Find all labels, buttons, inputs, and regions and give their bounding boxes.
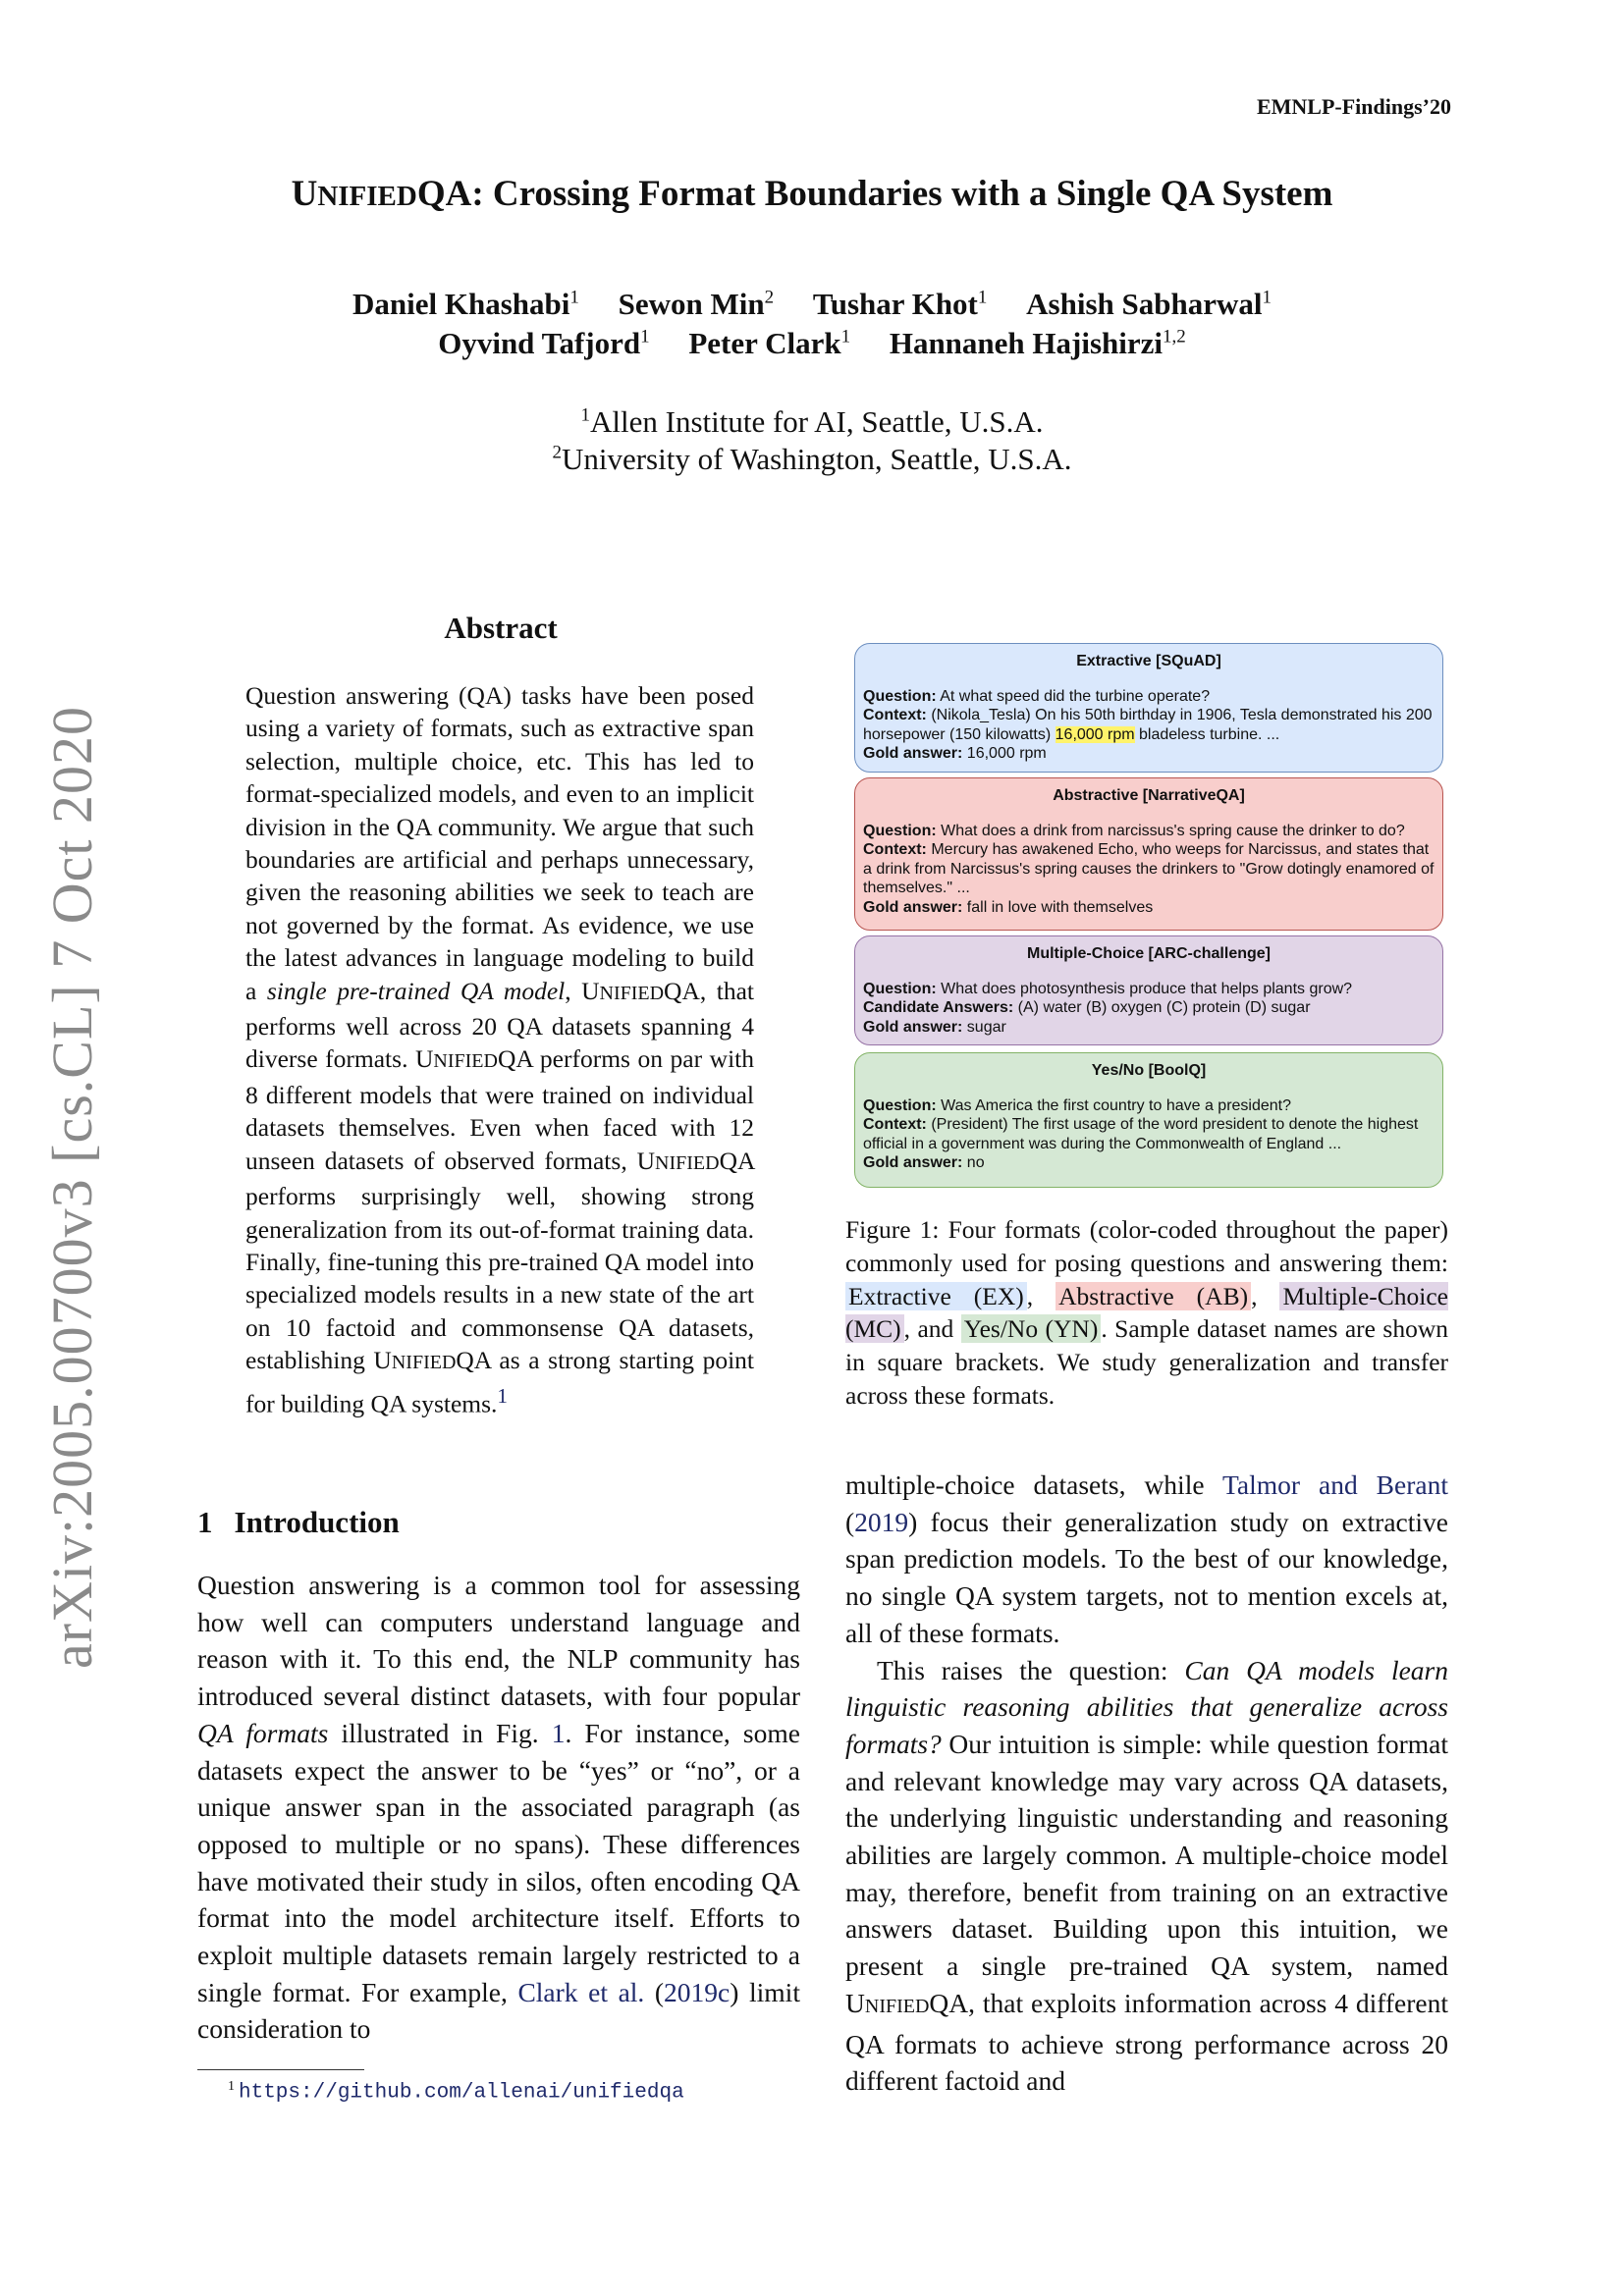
- citation-year-link[interactable]: 2019c: [664, 1976, 731, 2007]
- author: Oyvind Tafjord$^1$: [438, 326, 650, 360]
- venue-label: EMNLP-Findings’20: [1256, 94, 1451, 119]
- citation-year-link[interactable]: 2019: [854, 1506, 909, 1537]
- unifiedqa-name: UNIFIEDQA: [845, 1987, 969, 2018]
- affiliation-1: $^1$Allen Institute for AI, Seattle, U.S.A.: [580, 404, 1044, 439]
- author: Ashish Sabharwal$^1$: [1026, 287, 1272, 321]
- footnote-rule: [197, 2069, 364, 2070]
- tag-extractive: Extractive (EX): [845, 1282, 1027, 1310]
- unifiedqa-name: UNIFIEDQA: [581, 976, 700, 1005]
- author: Tushar Khot$^1$: [812, 287, 988, 321]
- footnote-ref[interactable]: 1: [497, 1383, 509, 1408]
- box-question: Question: At what speed did the turbine operate?: [863, 687, 1211, 705]
- arxiv-identifier: arXiv:2005.00700v3 [cs.CL] 7 Oct 2020: [40, 706, 104, 1669]
- tag-multiple-choice: Multiple-Choice (MC): [845, 1281, 1449, 1344]
- right-column-text: [845, 1467, 1448, 2100]
- affiliation-2: $^2$University of Washington, Seattle, U.S.A.: [552, 442, 1072, 476]
- paragraph: This raises the question: Can QA models learn linguistic reasoning abilities that generalize across formats? Our intuition is simple: while question format and relevant knowledge may vary across QA datasets, the underlying linguistic understanding and reasoning abilities are largely common. A multiple-choice model may, therefore, benefit from training on an extractive answers dataset. Building upon this intuition, we present a single pre-trained QA system, named UNIFIEDQA, that exploits information across 4 different QA formats to achieve strong performance across 20 different factoid and: [845, 1654, 1448, 2097]
- unifiedqa-name: UNIFIEDQA: [636, 1146, 754, 1175]
- citation-link[interactable]: Talmor and Berant: [1222, 1469, 1448, 1500]
- box-gold-answer: Gold answer: sugar: [863, 1018, 1006, 1036]
- intro-text: Question answering is a common tool for assessing how well can computers understand language and reason with it. To this end, the NLP community has introduced several distinct datasets, with four popular QA formats illustrated in Fig. 1. For instance, some datasets expect the answer to be “yes” or “no”, or a unique answer span in the associated paragraph (as opposed to multiple or no spans). These differences have motivated their study in silos, often encoding QA format into the model architecture itself. Efforts to exploit multiple datasets remain largely restricted to a single format. For example, Clark et al. (2019c) limit consideration to: [197, 1570, 800, 2045]
- box-context: Context: (President) The first usage of the word president to denote the highest official in a government was during the Commonwealth of England ...: [863, 1116, 1419, 1152]
- abstract-heading: Abstract: [444, 611, 558, 645]
- tag-abstractive: Abstractive (AB): [1056, 1282, 1251, 1310]
- box-question: Question: Was America the first country to have a president?: [863, 1096, 1292, 1114]
- tag-yes-no: Yes/No (YN): [961, 1314, 1102, 1343]
- author: Daniel Khashabi$^1$: [352, 287, 579, 321]
- box-gold-answer: Gold answer: fall in love with themselves: [863, 898, 1154, 916]
- paper-title: UNIFIEDQA: Crossing Format Boundaries with a Single QA System: [291, 174, 1333, 214]
- box-title: Multiple-Choice [ARC-challenge]: [1026, 945, 1271, 962]
- highlighted-answer-span: 16,000 rpm: [1055, 725, 1135, 743]
- box-context: Context: Mercury has awakened Echo, who weeps for Narcissus, and states that a drink from Narcissus's spring causes the drinkers to "Grow dotingly enamored of themselves." ...: [863, 841, 1435, 897]
- footnote-url-link[interactable]: https://github.com/allenai/unifiedqa: [239, 2081, 684, 2105]
- box-candidates: Candidate Answers: (A) water (B) oxygen (C) protein (D) sugar: [863, 999, 1311, 1017]
- footnote: $^1$ https://github.com/allenai/unifiedqa: [228, 2079, 684, 2105]
- figure-ref-link[interactable]: 1: [551, 1717, 566, 1748]
- box-title: Extractive [SQuAD]: [1076, 653, 1221, 669]
- figure-caption: Figure 1: Four formats (color-coded throughout the paper) commonly used for posing questions and answering them: Extractive (EX) , Abstractive (AB) , Multiple-Choice (MC) , and Yes/No (YN) . Sample dataset names are shown in square brackets. We study generalization and transfer across these formats.: [845, 1215, 1449, 1410]
- box-title: Abstractive [NarrativeQA]: [1053, 787, 1245, 804]
- box-title: Yes/No [BoolQ]: [1091, 1062, 1207, 1079]
- box-context: Context: (Nikola_Tesla) On his 50th birthday in 1906, Tesla demonstrated his 200 horsepower (150 kilowatts) 16,000 rpm bladeless turbine. ...: [863, 707, 1433, 743]
- abstract-text: Question answering (QA) tasks have been posed using a variety of formats, such as extractive span selection, multiple choice, etc. This has led to format-specialized models, and even to an implicit division in the QA community. We argue that such boundaries are artificial and perhaps unnecessary, given the reasoning abilities we seek to teach are not governed by the format. As evidence, we use the latest advances in language modeling to build a single pre-trained QA model, UNIFIEDQA, that performs well across 20 QA datasets spanning 4 diverse formats. UNIFIEDQA performs on par with 8 different models that were trained on individual datasets themselves. Even when faced with 12 unseen datasets of observed formats, UNIFIEDQA performs surprisingly well, showing strong generalization from its out-of-format training data. Finally, fine-tuning this pre-trained QA model into specialized models results in a new state of the art on 10 factoid and commonsense QA datasets, establishing UNIFIEDQA as a strong starting point for building QA systems.$^1$: [245, 681, 755, 1418]
- box-gold-answer: Gold answer: no: [863, 1154, 985, 1172]
- citation-link[interactable]: Clark et al.: [517, 1976, 645, 2007]
- author-line-2: [0, 326, 1624, 361]
- figure-box-multiple-choice: [854, 935, 1443, 1045]
- box-gold-answer: Gold answer: 16,000 rpm: [863, 745, 1047, 763]
- box-question: Question: What does photosynthesis produce that helps plants grow?: [863, 980, 1353, 997]
- box-question: Question: What does a drink from narcissus's spring cause the drinker to do?: [863, 822, 1405, 839]
- figure-box-yes-no: [854, 1052, 1443, 1188]
- figure-box-abstractive: [854, 777, 1443, 931]
- unifiedqa-name: UNIFIEDQA: [414, 1044, 533, 1074]
- author: Peter Clark$^1$: [688, 326, 851, 360]
- author: Sewon Min$^2$: [618, 287, 775, 321]
- author: Hannaneh Hajishirzi$^{1,2}$: [889, 326, 1186, 360]
- author-line-1: [0, 287, 1624, 322]
- unifiedqa-name: UNIFIEDQA: [373, 1346, 491, 1375]
- paragraph: multiple-choice datasets, while Talmor and Berant (2019) focus their generalization study on extractive span prediction models. To the best of our knowledge, no single QA system targets, not to mention excels at, all of these formats.: [845, 1469, 1448, 1648]
- section-heading-introduction: 1 Introduction: [197, 1505, 400, 1539]
- figure-box-extractive: [854, 643, 1443, 773]
